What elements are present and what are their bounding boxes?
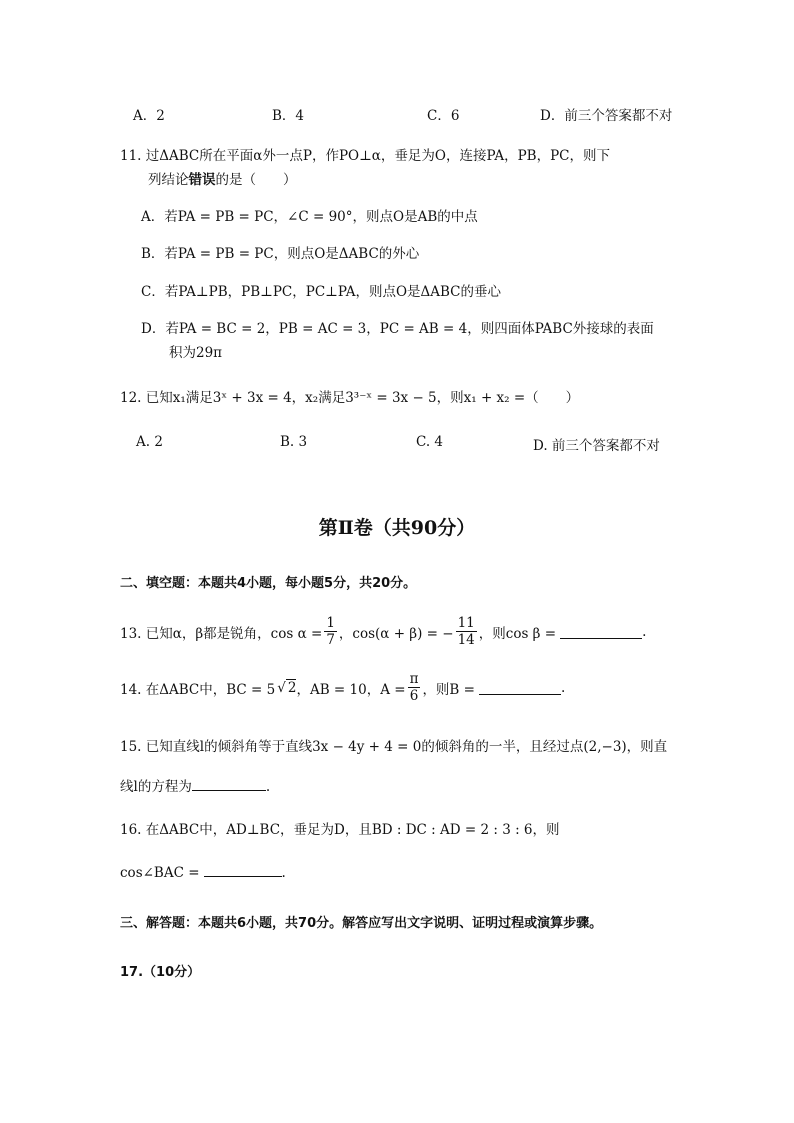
q13-end: .	[642, 623, 647, 640]
q12-option-d: D. 前三个答案都不对	[533, 438, 660, 454]
q14-frac-num: π	[409, 671, 419, 687]
q13-frac1-den: 7	[326, 632, 335, 648]
q11-option-b: B．若PA = PB = PC，则点O是ΔABC的外心	[141, 246, 420, 262]
q11-stem-post: 的是（ ）	[215, 172, 297, 188]
section3-heading: 三、解答题：本题共6小题，共70分。解答应写出文字说明、证明过程或演算步骤。	[120, 916, 603, 931]
q16-line1: 16. 在ΔABC中，AD⊥BC，垂足为D，且BD : DC : AD = 2 : 3 : 6，则	[120, 822, 560, 838]
q11-stem-bold: 错误	[188, 172, 216, 188]
q13-answer-blank[interactable]	[560, 624, 642, 639]
q13-fraction-2	[456, 615, 477, 648]
q13-frac2-num: 11	[457, 615, 475, 631]
q15-line1: 15. 已知直线l的倾斜角等于直线3x − 4y + 4 = 0的倾斜角的一半，且经过点(2,−3)，则直	[120, 739, 668, 755]
q10-option-b: B．4	[272, 108, 305, 124]
q13-frac1-num: 1	[326, 615, 335, 631]
q14-post: ，则B =	[422, 681, 475, 698]
q11-option-a: A．若PA = PB = PC，∠C = 90°，则点O是AB的中点	[141, 209, 478, 225]
q12-option-b: B. 3	[280, 434, 308, 450]
q12-stem: 12. 已知x₁满足3ˣ + 3x = 4，x₂满足3³⁻ˣ = 3x − 5，则x₁ + x₂ =（ ）	[120, 390, 580, 406]
q13-frac2-den: 14	[457, 632, 475, 648]
q14	[120, 671, 565, 704]
q12-option-c: C. 4	[416, 434, 444, 450]
q13-post: ，则cos β =	[478, 625, 557, 642]
q14-fraction	[408, 671, 421, 704]
q15-answer-blank[interactable]	[192, 776, 266, 791]
section2-heading: 二、填空题：本题共4小题，每小题5分，共20分。	[120, 576, 417, 591]
q14-mid: ，AB = 10，A =	[296, 681, 406, 698]
q16-answer-blank[interactable]	[204, 862, 282, 877]
q11-option-d-line2: 积为29π	[169, 345, 223, 361]
q14-answer-blank[interactable]	[479, 680, 561, 695]
q15-line2-text: 线l的方程为	[120, 779, 192, 795]
q13-fraction-1	[324, 615, 337, 648]
q12-option-a: A. 2	[136, 434, 163, 450]
q10-option-a: A．2	[133, 108, 165, 124]
q10-option-c: C．6	[427, 108, 460, 124]
q11-option-c: C．若PA⊥PB，PB⊥PC，PC⊥PA，则点O是ΔABC的垂心	[141, 284, 502, 300]
q13	[120, 615, 646, 648]
q16-line2	[120, 862, 286, 881]
q14-frac-den: 6	[409, 688, 419, 704]
q13-mid: ，cos(α + β) = −	[338, 625, 454, 642]
q14-sqrt: √ 2	[277, 679, 297, 696]
q17-heading: 17.（10分）	[120, 965, 201, 980]
q15-line2	[120, 775, 270, 795]
q14-sqrt-value: 2	[287, 679, 297, 696]
q15-end: .	[265, 779, 271, 795]
q13-pre: 13. 已知α，β都是锐角，cos α =	[120, 625, 323, 642]
part2-title: 第Ⅱ卷（共90分）	[318, 517, 476, 539]
q14-pre: 14. 在ΔABC中，BC = 5	[120, 681, 276, 698]
q11-stem-line1: 11. 过ΔABC所在平面α外一点P，作PO⊥α，垂足为O，连接PA，PB，PC，则下	[120, 148, 611, 164]
q16-line2-text: cos∠BAC =	[120, 865, 200, 881]
q11-stem-line2	[148, 168, 297, 188]
q11-stem-pre: 列结论	[148, 172, 189, 188]
q16-end: .	[281, 865, 286, 881]
q10-option-d: D．前三个答案都不对	[540, 108, 673, 124]
q11-option-d-line1: D．若PA = BC = 2，PB = AC = 3，PC = AB = 4，则四面体PABC外接球的表面	[141, 321, 654, 337]
q14-end: .	[560, 679, 566, 696]
